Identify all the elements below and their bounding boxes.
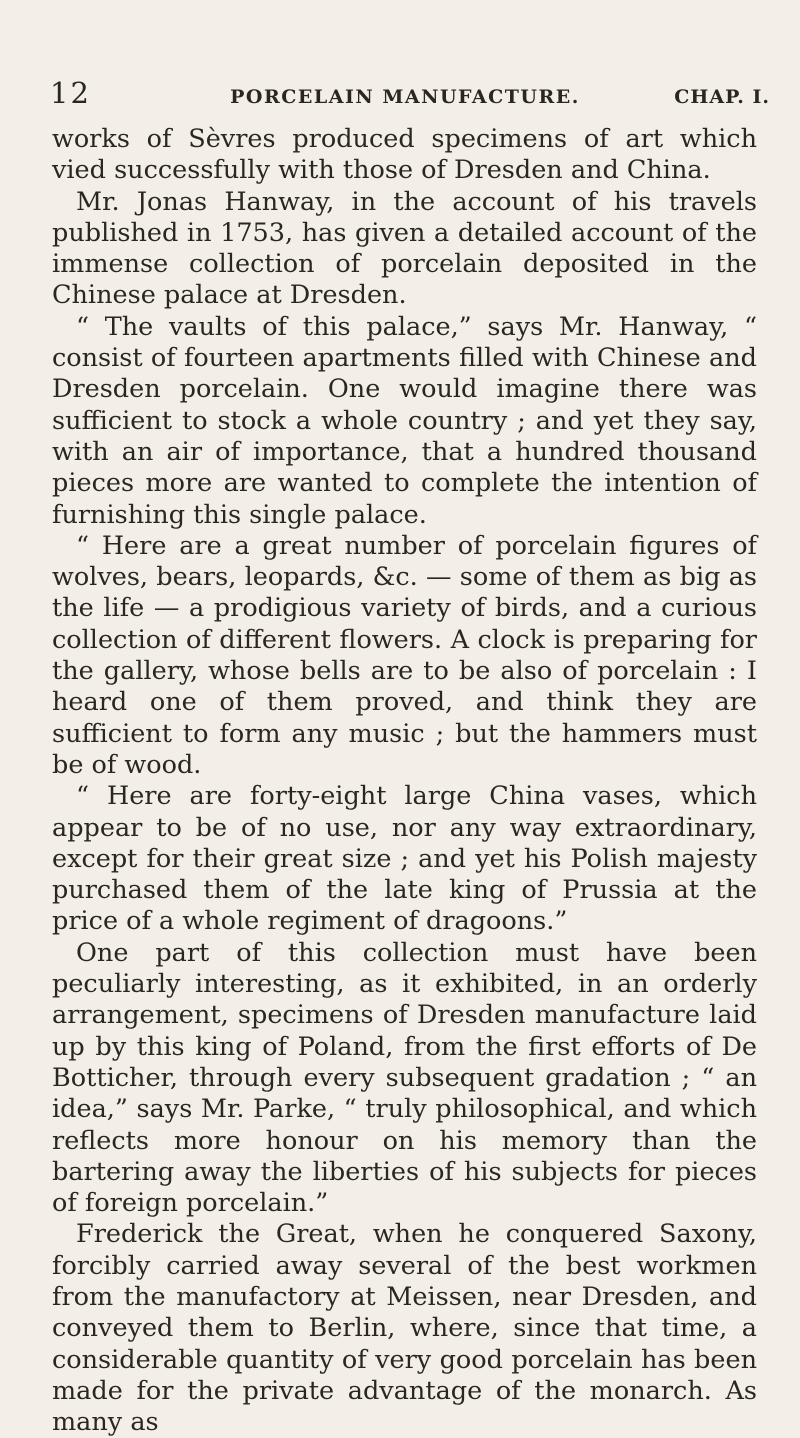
paragraph: One part of this collection must have been peculiarly interesting, as it exhibited, in an orderly arrangement, specimens of Dresden manufacture laid up by this king of Poland, from the first efforts of De Botticher, through every subsequent gradation ; “ an idea,” says Mr. Parke, “ truly philosophical, and which reflects more honour on his memory than the bartering away the liberties of his subjects for pieces of foreign porcelain.”: [52, 937, 757, 1219]
paragraph: works of Sèvres produced specimens of art which vied successfully with those of Dresden and China.: [52, 124, 757, 186]
page-number: 12: [50, 76, 91, 110]
paragraph: “ The vaults of this palace,” says Mr. Hanway, “ consist of fourteen apartments filled with Chinese and Dresden porcelain. One would imagine there was sufficient to stock a whole country ; and yet they say, with an air of importance, that a hundred thousand pieces more are wanted to complete the intention of furnishing this single palace.: [52, 311, 757, 530]
chapter-label: CHAP. I.: [674, 86, 770, 108]
paragraph: Frederick the Great, when he conquered Saxony, forcibly carried away several of the best workmen from the manufactory at Meissen, near Dresden, and conveyed them to Berlin, where, since that time, a considerable quantity of very good porcelain has been made for the private advantage of the monarch. As many as: [52, 1219, 757, 1438]
paragraph: Mr. Jonas Hanway, in the account of his travels published in 1753, has given a detailed account of the immense collection of porcelain deposited in the Chinese palace at Dresden.: [52, 186, 757, 311]
running-title: PORCELAIN MANUFACTURE.: [230, 86, 580, 108]
paragraph: “ Here are a great number of porcelain figures of wolves, bears, leopards, &c. — some of them as big as the life — a prodigious variety of birds, and a curious collection of different flowers. A clock is preparing for the gallery, whose bells are to be also of porcelain : I heard one of them proved, and think they are sufficient to form any music ; but the hammers must be of wood.: [52, 530, 757, 780]
paragraph: “ Here are forty-eight large China vases, which appear to be of no use, nor any way extraordinary, except for their great size ; and yet his Polish majesty purchased them of the late king of Prussia at the price of a whole regiment of dragoons.”: [52, 781, 757, 937]
running-header: [50, 76, 770, 116]
body-text: [52, 124, 757, 1438]
